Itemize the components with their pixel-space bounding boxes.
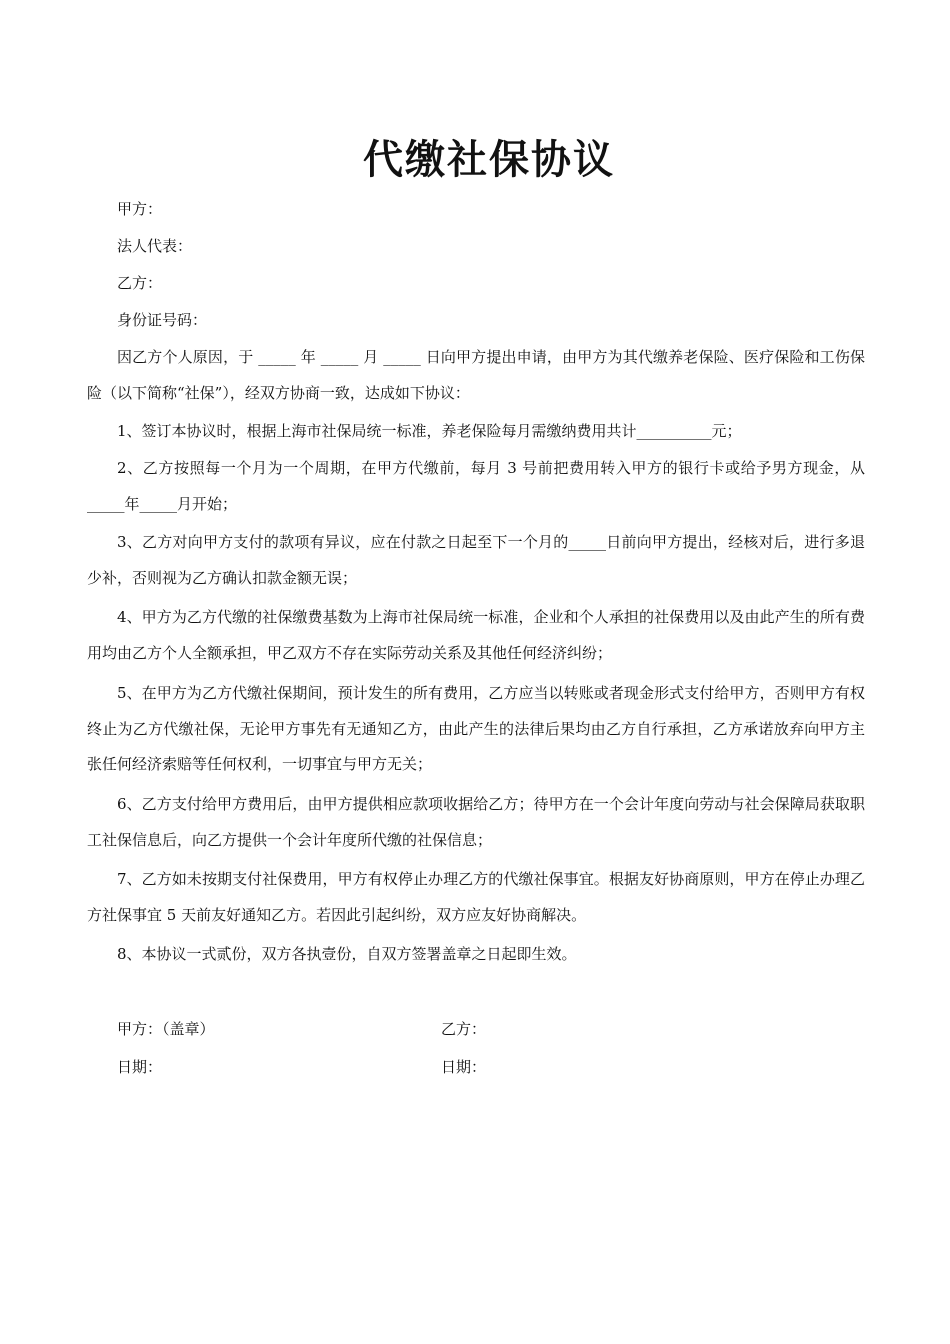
clause-6: 6、乙方支付给甲方费用后，由甲方提供相应款项收据给乙方；待甲方在一个会计年度向劳动与社会保障局获取职工社保信息后，向乙方提供一个会计年度所代缴的社保信息； [87, 795, 865, 849]
party-a-field: 甲方： [117, 200, 163, 218]
clause-5: 5、在甲方为乙方代缴社保期间，预计发生的所有费用，乙方应当以转账或者现金形式支付给甲方，否则甲方有权终止为乙方代缴社保，无论甲方事先有无通知乙方，由此产生的法律后果均由乙方自行承担，乙方承诺放弃向甲方主张任何经济索赔等任何权利，一切事宜与甲方无关； [87, 684, 865, 774]
clause-4: 4、甲方为乙方代缴的社保缴费基数为上海市社保局统一标准，企业和个人承担的社保费用以及由此产生的所有费用均由乙方个人全额承担，甲乙双方不存在实际劳动关系及其他任何经济纠纷； [87, 608, 865, 662]
party-a-date-label: 日期： [117, 1058, 163, 1076]
party-b-date-label: 日期： [441, 1058, 487, 1076]
document-title: 代缴社保协议 [363, 137, 615, 183]
party-b-sign-label: 乙方： [441, 1020, 487, 1038]
clause-1: 1、签订本协议时，根据上海市社保局统一标准，养老保险每月需缴纳费用共计__________元； [117, 422, 742, 440]
clause-3: 3、乙方对向甲方支付的款项有异议，应在付款之日起至下一个月的_____日前向甲方提出，经核对后，进行多退少补，否则视为乙方确认扣款金额无误； [87, 533, 865, 587]
party-b-field: 乙方： [117, 274, 163, 292]
clause-2: 2、乙方按照每一个月为一个周期，在甲方代缴前，每月 3 号前把费用转入甲方的银行卡或给予男方现金，从_____年_____月开始； [87, 459, 865, 513]
party-a-seal-label: 甲方：（盖章） [117, 1020, 215, 1038]
intro-paragraph: 因乙方个人原因，于 _____ 年 _____ 月 _____ 日向甲方提出申请，由甲方为其代缴养老保险、医疗保险和工伤保险（以下简称“社保”），经双方协商一致，达成如下协议： [87, 348, 865, 402]
clause-8: 8、本协议一式贰份，双方各执壹份，自双方签署盖章之日起即生效。 [117, 945, 577, 963]
legal-representative-field: 法人代表： [117, 237, 193, 255]
clause-7: 7、乙方如未按期支付社保费用，甲方有权停止办理乙方的代缴社保事宜。根据友好协商原则，甲方在停止办理乙方社保事宜 5 天前友好通知乙方。若因此引起纠纷，双方应友好协商解决。 [87, 870, 865, 924]
id-number-field: 身份证号码： [117, 311, 208, 329]
